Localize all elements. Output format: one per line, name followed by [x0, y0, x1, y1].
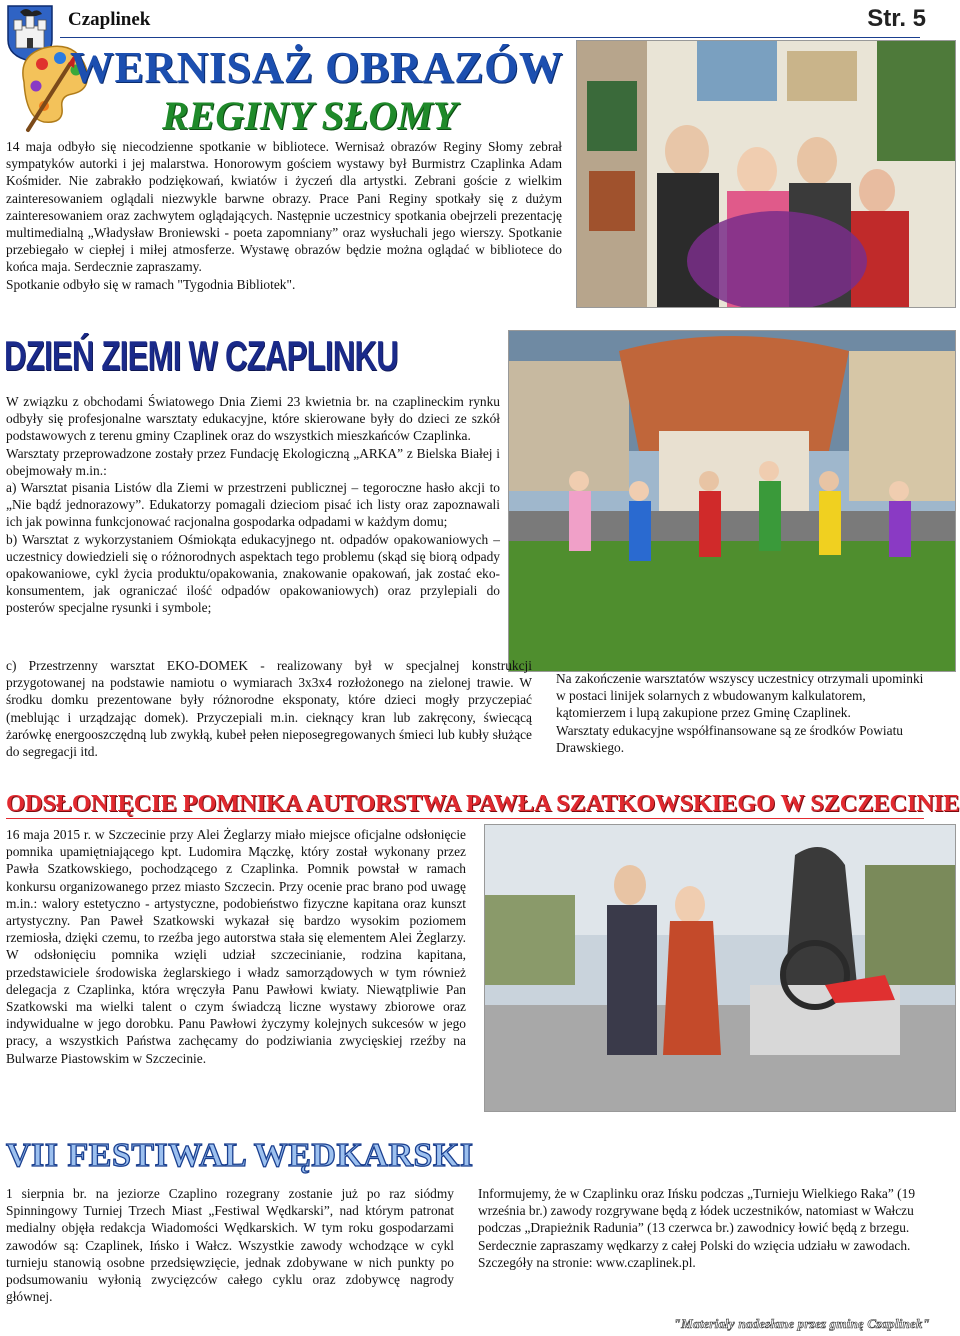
- article-body-continued: [6, 657, 532, 760]
- article-paragraph: Na zakończenie warsztatów wszyscy uczestnicy otrzymali upominki w postaci linijek solarnych z wbudowanym kalkulatorem, kątomierzem i lupą zakupione przez Gminę Czaplinek.: [556, 671, 924, 721]
- article-paragraph: a) Warsztat pisania Listów dla Ziemi w przestrzeni publicznej – tegoroczne hasło akcji to „Nie bądź jednorazowy”. Edukatorzy pomagali dzieciom pisać ich listy oraz zapoznawali ich jak powinna funkcjonować racjonalna gospodarka odpadami w każdym domu;: [6, 480, 500, 530]
- article-paragraph: Serdecznie zapraszamy wędkarzy z całej Polski do wzięcia udziału w zawodach. Szczegóły na stronie: www.czaplinek.pl.: [478, 1237, 911, 1270]
- article-paragraph: c) Przestrzenny warsztat EKO-DOMEK - realizowany był w specjalnej konstrukcji przygotowanej na podstawie namiotu o wymiarach 3x3x4 rozłożonego na zielonej trawie. W środku domku prezentowane były różnorodne eksponaty, które dzieci mogły przyczepiać (meblując i urządzając domek). Przyczepiali m.in. cieknący kran lub zakręcony, świecącą żarówkę energooszczędną lub zwykłą, kubeł pełen nieposegregowanych śmieci lub kubły służące do segregacji itd.: [6, 658, 532, 760]
- article-paragraph: 16 maja 2015 r. w Szczecinie przy Alei Żeglarzy miało miejsce oficjalne odsłonięcie pomnika upamiętniającego kpt. Ludomira Mączkę, który został wykonany przez Pawła Szatkowskiego, pochodzącego z Czaplinka. Pomnik powstał w ramach konkursu organizowanego przez miasto Szczecin. Przy ocenie prac brano pod uwagę m.in.: walory estetyczno - artystyczne, podobieństwo fizyczne kapitana oraz kunszt artystyczny. Pan Paweł Szatkowski wykazał się bardzo wysokim poziomem rzemiosła, dzięki czemu, to rzeźba jego autorstwa stała się elementem Alei Żeglarzy. W odsłonięciu pomnika wzięli udział szczecinianie, rodzina kapitana, przedstawiciele środowiska żeglarskiego i władz samorządowych w tym również delegacja z Czaplinka, która wręczyła Panu Pawłowi kwiaty. Niewątpliwie Pan Szatkowski ma wielki talent o czym świadczą liczne wystawy zbiorowe oraz indywidualne w jego dorobku. Panu Pawłowi życzymy kolejnych sukcesów w jego pracy, a wszystkich Państwa zachęcamy do podziwiania zwycięskiej rzeźby na Bulwarze Piastowskim w Szczecinie.: [6, 827, 466, 1066]
- article-paragraph: 1 sierpnia br. na jeziorze Czaplino rozegrany zostanie już po raz siódmy Spinningowy Turniej Trzech Miast „Festiwal Wędkarski”, nad którym patronat medialny objęła redakcja Wiadomości Wędkarskich. W tym roku gospodarzami zawodów są: Czaplinek, Ińsko i Wałcz. Wszystkie zawody wchodzące w cykl turnieju stanowią osobne przedsięwzięcie, jednak zdobywane w nich punkty po podsumowaniu wyłonią zwycięzców całego cyklu oraz zdobywcę nagrody głównej.: [6, 1186, 454, 1305]
- article-body: [6, 393, 500, 617]
- article-paragraph: W związku z obchodami Światowego Dnia Ziemi 23 kwietnia br. na czaplineckim rynku odbyły się profesjonalne warsztaty edukacyjne, które skierowane były do dzieci ze szkół podstawowych z terenu gminy Czaplinek oraz do wszystkich mieszkańców Czaplinka.: [6, 394, 500, 444]
- header-rule: [60, 37, 920, 38]
- article-title-line1: WERNISAŻ OBRAZÓW: [70, 43, 564, 92]
- article-paragraph: Spotkanie odbyło się w ramach "Tygodnia Bibliotek".: [6, 276, 296, 292]
- article-paragraph: Warsztaty przeprowadzone zostały przez Fundację Ekologiczną „ARKA” z Bielska Białej i obejmowały m.in.:: [6, 445, 500, 478]
- article-paragraph: 14 maja odbyło się niecodzienne spotkanie w bibliotece. Wernisaż obrazów Reginy Słomy zebrał sympatyków autorki i jej malarstwa. Honorowym gościem wystawy był Burmistrz Czaplinka Adam Kośmider. Nie zabrakło podziękowań, kwiatów i życzeń dla artystki. Zebrani goście z wielkim zainteresowaniem oglądali niezwykle barwne obrazy. Prace Pani Reginy spotkały się z dużym zainteresowaniem oraz zachwytem oglądających. Następnie uczestnicy spotkania obejrzeli prezentację multimedialną „Władysław Broniewski - poeta zapomniany” oraz wysłuchali jego wierszy. Spotkanie przebiegało w ciepłej i miłej atmosferze. Wystawę obrazów będzie można oglądać w bibliotece do końca maja. Serdecznie zapraszamy.: [6, 139, 562, 275]
- article-body: [6, 826, 466, 1067]
- article-paragraph: b) Warsztat z wykorzystaniem Ośmiokąta edukacyjnego nt. odpadów opakowaniowych – uczestnicy dowiedzieli się o różnorodnych aspektach tego problemu (skąd się biorą odpady opakowaniowe, cykl życia produktu/opakowania, znakowanie opakowań, jak zostać eko-konsumentem, jak ograniczać ilość odpadów opakowaniowych) oraz przylepiali do posterów specjalne rysunki i symbole;: [6, 531, 500, 616]
- exhibition-photo: [576, 40, 956, 308]
- article-paragraph: Warsztaty edukacyjne współfinansowane są ze środków Powiatu Drawskiego.: [556, 722, 903, 755]
- town-name: Czaplinek: [68, 9, 151, 30]
- article-title: DZIEŃ ZIEMI W CZAPLINKU: [4, 332, 398, 379]
- article-body-left: [6, 1185, 454, 1305]
- footer-note: "Materiały nadesłane przez gminę Czaplinek": [673, 1316, 930, 1331]
- earth-day-photo: [508, 330, 956, 672]
- article-title-line2: REGINY SŁOMY: [162, 93, 458, 138]
- article-side-column: [556, 670, 926, 756]
- page-number: Str. 5: [867, 5, 926, 32]
- title-underline: [6, 818, 924, 819]
- article-paragraph: Informujemy, że w Czaplinku oraz Ińsku podczas „Turnieju Wielkiego Raka” (19 września br.) zawody rozgrywane będą z łódek uczestników, natomiast w Wałczu podczas „Drapieżnik Radunia” (13 czerwca br.) zawodnicy łowić będą z brzegu.: [478, 1186, 916, 1236]
- article-title: VII FESTIWAL WĘDKARSKI: [6, 1137, 474, 1174]
- monument-photo: [484, 824, 956, 1112]
- article-body-right: [478, 1185, 926, 1271]
- article-title: ODSŁONIĘCIE POMNIKA AUTORSTWA PAWŁA SZATKOWSKIEGO W SZCZECINIE: [6, 790, 960, 817]
- article-body: [6, 138, 562, 293]
